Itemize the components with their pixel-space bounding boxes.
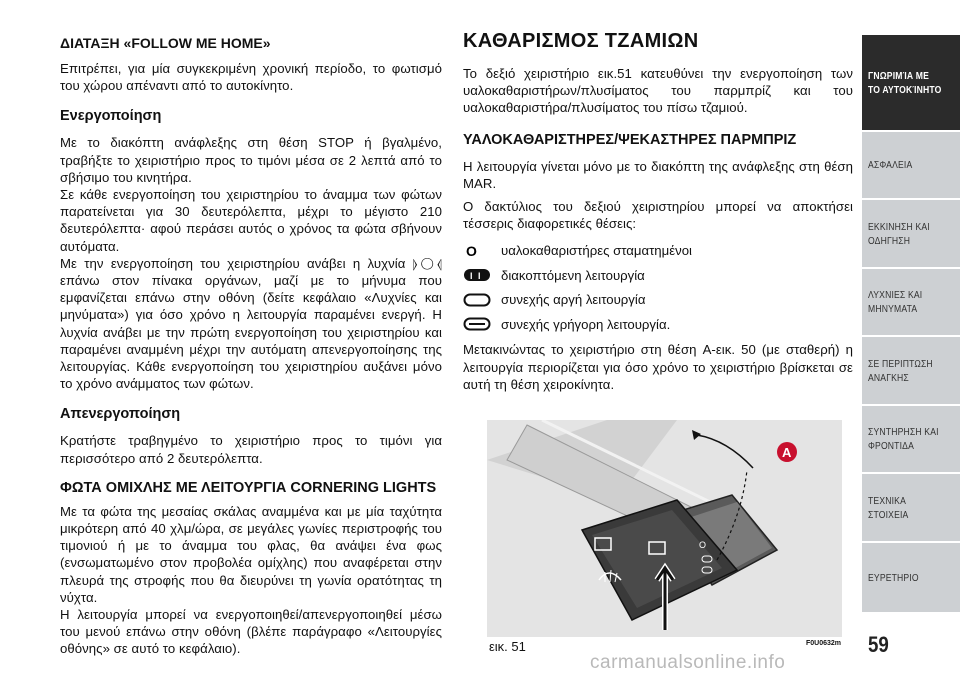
tab-label: ΓΝΩΡΙΜΊΑ ΜΕ ΤΟ ΑΥΤΟΚΊΝΗΤΟ xyxy=(868,69,942,96)
list-item xyxy=(463,287,853,312)
marker-a-label: A xyxy=(782,445,792,460)
tab-label: ΣΕ ΠΕΡΙΠΤΩΣΗ ΑΝΑΓΚΗΣ xyxy=(868,357,933,384)
tab-label: ΕΥΡΕΤΗΡΙΟ xyxy=(868,571,919,584)
list-item xyxy=(463,238,853,263)
svg-text:I: I xyxy=(470,271,473,282)
intermittent-icon xyxy=(463,266,501,284)
position-a-text: Μετακινώντας το χειριστήριο στη θέση A-εικ. 50 (με σταθερή) η λειτουργία περιορίζεται για όσο χρόνο το χειριστήριο βρίσκεται σε αυτή τη θέση χειροκίνητα. xyxy=(463,342,853,392)
wiper-stalk-figure xyxy=(487,420,842,637)
deactivation-heading: Απενεργοποίηση xyxy=(60,406,181,423)
follow-me-home-heading: ΔΙΑΤΑΞΗ «FOLLOW ME HOME» xyxy=(60,35,271,51)
list-item xyxy=(463,263,853,288)
tab-safety[interactable] xyxy=(862,131,960,198)
svg-text:O: O xyxy=(699,540,707,550)
wiper-positions-list xyxy=(463,238,853,336)
window-cleaning-intro: Το δεξιό χειριστήριο εικ.51 κατευθύνει την ενεργοποίηση των υαλοκαθαριστήρων/πλυσίματος του παρμπρίζ και του υαλοκαθαριστήρα/πλυσίματος του πίσω τζαμιού. xyxy=(463,66,853,116)
tab-label: ΕΚΚΙΝΗΣΗ ΚΑΙ ΟΔΗΓΗΣΗ xyxy=(868,220,930,247)
tab-label: ΑΣΦΑΛΕΙΑ xyxy=(868,159,913,171)
list-item-label: υαλοκαθαριστήρες σταματημένοι xyxy=(501,243,692,259)
watermark: carmanualsonline.info xyxy=(590,652,786,673)
fog-lights-text: Με τα φώτα της μεσαίας σκάλας αναμμένα και με μία ταχύτητα μικρότερη από 40 χλμ/ώρα, σε μεγάλες γωνίες περιστροφής του τιμονιού ή με το άναμμα του φλας, θα ανάψει ένα φως (ενσωματωμένο στον προβολέα ομίχλης) που αναφέρεται στην πλευρά της στροφής που θα διευρύνει τη γωνία ορατότητας τη νύχτα. Η λειτουργία μπορεί να ενεργοποιηθεί/απενεργοποιηθεί μέσω του μενού επάνω στην οθόνη (βλέπε παράγραφο «Λειτουργίες οθόνης» σε αυτό το κεφάλαιο). xyxy=(60,503,442,657)
activation-heading: Ενεργοποίηση xyxy=(60,108,162,125)
wipers-positions-text: Ο δακτύλιος του δεξιού χειριστηρίου μπορεί να αποκτήσει τέσσερις διαφορετικές θέσεις: xyxy=(463,199,853,232)
tab-label: ΛΥΧΝΙΕΣ ΚΑΙ ΜΗΝΥΜΑΤΑ xyxy=(868,289,923,315)
page-number: 59 xyxy=(868,632,889,657)
list-item-label: συνεχής αργή λειτουργία xyxy=(501,292,646,308)
fog-lights-heading: ΦΩΤΑ ΟΜΙΧΛΗΣ ΜΕ ΛΕΙΤΟΥΡΓΙΑ CORNERING LIGHTS xyxy=(60,479,437,496)
wiper-stalk-illustration xyxy=(487,420,842,637)
activation-text: Με το διακόπτη ανάφλεξης στη θέση STOP ή βγαλμένο, τραβήξτε το χειριστήριο προς το τιμόνι μέσα σε 2 λεπτά από το σβήσιμο του κινητήρα. Σε κάθε ενεργοποίηση του χειριστηρίου το άναμμα των φώτων παρατείνεται για 30 δευτερόλεπτα, μέχρι το μέγιστο 210 δευτερόλεπτα· αφού περάσει αυτός ο χρόνος τα φώτα σβήνουν αυτόματα. Με την ενεργοποίηση του χειριστηρίου ανάβει η λυχνία ⦊◯⦉ επάνω στον πίνακα οργάνων, μαζί με το μήνυμα που εμφανίζεται επάνω στην οθόνη (δείτε κεφάλαιο «Λυχνίες και μηνύματα») για όσο χρόνο η λειτουργία παραμένει ενεργή. Η λυχνία ανάβει με την πρώτη ενεργοποίηση του χειριστηρίου και παραμένει αναμμένη μέχρι την αυτόματη απενεργοποίησης της λειτουργίας. Κάθε ενεργοποίηση του χειριστηρίου αυξάνει μόνο το χρόνο ανάμματος των φώτων. xyxy=(60,135,442,392)
tab-label: ΣΥΝΤΗΡΗΣΗ ΚΑΙ ΦΡΟΝΤΙΔΑ xyxy=(868,426,939,452)
figure-code: F0U0632m xyxy=(806,640,842,647)
wipers-heading: ΥΑΛΟΚΑΘΑΡΙΣΤΗΡΕΣ/ΨΕΚΑΣΤΗΡΕΣ ΠΑΡΜΠΡΙΖ xyxy=(463,131,797,148)
window-cleaning-title: ΚΑΘΑΡΙΣΜΟΣ ΤΖΑΜΙΩΝ xyxy=(463,30,699,52)
tab-getting-to-know[interactable] xyxy=(862,34,960,130)
fast-continuous-icon xyxy=(463,315,501,333)
wipers-mar-text: Η λειτουργία γίνεται μόνο με το διακόπτη της ανάφλεξης στη θέση MAR. xyxy=(463,158,853,191)
tab-warning-lights[interactable] xyxy=(862,268,960,335)
tab-technical-data[interactable] xyxy=(862,473,960,541)
figure-caption: εικ. 51 xyxy=(489,639,526,654)
tab-maintenance[interactable] xyxy=(862,405,960,472)
tab-starting-driving[interactable] xyxy=(862,199,960,267)
off-position-icon xyxy=(463,242,501,260)
tab-label: ΤΕΧΝΙΚΑ ΣΤΟΙΧΕΙΑ xyxy=(868,494,909,521)
deactivation-text: Κρατήστε τραβηγμένο το χειριστήριο προς το τιμόνι για περισσότερο από 2 δευτερόλεπτα. xyxy=(60,433,442,466)
svg-text:O: O xyxy=(466,242,477,259)
tab-index[interactable] xyxy=(862,542,960,612)
slow-continuous-icon xyxy=(463,291,501,309)
svg-text:I: I xyxy=(478,271,481,282)
list-item-label: συνεχής γρήγορη λειτουργία. xyxy=(501,316,671,332)
follow-me-home-intro: Επιτρέπει, για μία συγκεκριμένη χρονική περίοδο, το φωτισμό του χώρου απέναντι από το αυτοκίνητο. xyxy=(60,61,442,94)
tab-emergency[interactable] xyxy=(862,336,960,404)
list-item-label: διακοπτόμενη λειτουργία xyxy=(501,267,645,283)
list-item xyxy=(463,312,853,337)
